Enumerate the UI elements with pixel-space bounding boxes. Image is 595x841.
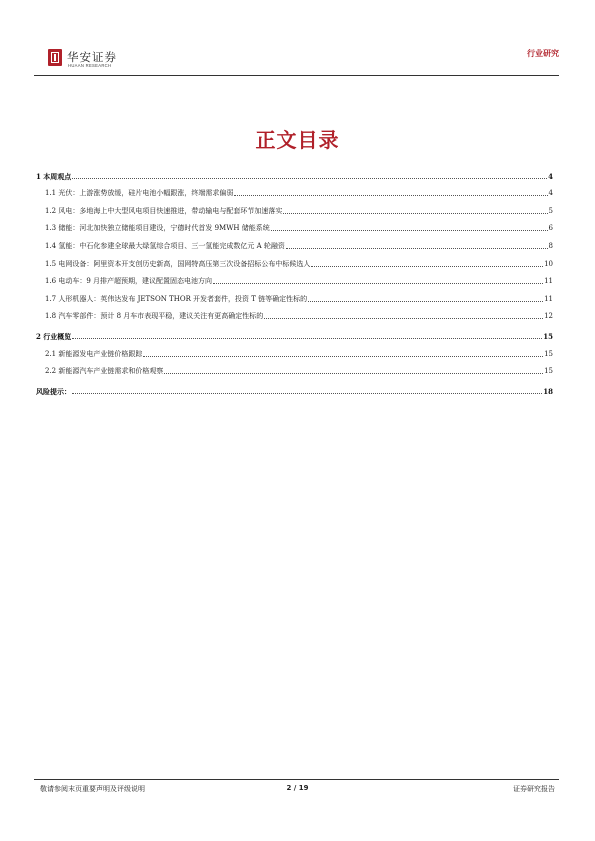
toc-page-number: 4 — [548, 189, 553, 198]
logo-chinese-name: 华安证券 — [67, 50, 117, 64]
toc-dot-leader — [308, 300, 543, 302]
logo-english-name: HUAAN RESEARCH — [68, 63, 112, 68]
header-divider — [34, 75, 559, 76]
huaan-logo-icon — [48, 49, 62, 66]
toc-page-number: 18 — [543, 386, 553, 396]
footer-divider — [34, 779, 559, 780]
toc-entry-title: 1.6 电动车：9 月排产超预期，建议配置固态电池方向 — [45, 277, 213, 286]
toc-subsection-entry[interactable] — [36, 181, 553, 199]
toc-entry-title: 1.5 电网设备：阿里资本开支创历史新高，国网特高压第三次设备招标公布中标候选人 — [45, 259, 311, 268]
page-title: 正文目录 — [255, 128, 340, 152]
page-footer — [40, 784, 555, 796]
toc-page-number: 10 — [544, 259, 553, 268]
toc-subsection-entry[interactable] — [36, 233, 553, 251]
toc-dot-leader — [283, 212, 547, 214]
toc-entry-title: 1.7 人形机器人：英伟达发布 JETSON THOR 开发者套件，投资 T 链等确定性标的 — [45, 294, 308, 303]
toc-page-number: 11 — [544, 277, 553, 286]
toc-dot-leader — [311, 265, 543, 267]
toc-entry-title: 1 本周观点 — [36, 171, 72, 181]
toc-page-number: 11 — [544, 294, 553, 303]
table-of-contents — [36, 163, 553, 396]
page-number: 2 / 19 — [286, 784, 309, 792]
toc-page-number: 6 — [548, 224, 553, 233]
toc-dot-leader — [72, 392, 542, 394]
toc-entry-title: 1.1 光伏：上游涨势放缓，硅片电池小幅跟涨，终端需求偏弱 — [45, 189, 234, 198]
toc-page-number: 8 — [548, 241, 553, 250]
toc-dot-leader — [264, 317, 543, 319]
toc-section-entry[interactable] — [36, 378, 553, 396]
toc-page-number: 5 — [548, 206, 553, 215]
toc-dot-leader — [286, 247, 548, 249]
toc-entry-title: 风险提示： — [36, 386, 71, 396]
toc-dot-leader — [72, 177, 547, 179]
toc-page-number: 15 — [544, 367, 553, 376]
toc-page-number: 12 — [544, 312, 553, 321]
report-type-label: 行业研究 — [527, 49, 559, 58]
toc-dot-leader — [72, 337, 542, 339]
toc-dot-leader — [271, 229, 548, 231]
toc-entry-title: 2.2 新能源汽车产业链需求和价格观察 — [45, 367, 164, 376]
toc-dot-leader — [164, 372, 543, 374]
toc-subsection-entry[interactable] — [36, 304, 553, 322]
toc-subsection-entry[interactable] — [36, 216, 553, 234]
toc-subsection-entry[interactable] — [36, 341, 553, 359]
footer-disclaimer: 敬请参阅末页重要声明及评级说明 — [40, 785, 145, 793]
toc-subsection-entry[interactable] — [36, 251, 553, 269]
toc-page-number: 15 — [543, 331, 553, 341]
toc-page-number: 4 — [548, 171, 553, 181]
toc-dot-leader — [143, 355, 543, 357]
toc-section-entry[interactable] — [36, 323, 553, 341]
toc-subsection-entry[interactable] — [36, 198, 553, 216]
toc-entry-title: 2 行业概览 — [36, 331, 72, 341]
toc-subsection-entry[interactable] — [36, 286, 553, 304]
toc-subsection-entry[interactable] — [36, 359, 553, 377]
toc-entry-title: 1.2 风电：多地海上中大型风电项目快速推进，带动输电与配套环节加速落实 — [45, 206, 283, 215]
toc-entry-title: 1.4 氢能：中石化参建全球最大绿氢综合项目、三一氢能完成数亿元 A 轮融资 — [45, 241, 285, 250]
page-header — [34, 42, 559, 76]
toc-subsection-entry[interactable] — [36, 269, 553, 287]
footer-report-label: 证券研究报告 — [513, 785, 555, 793]
toc-entry-title: 1.8 汽车零部件：预计 8 月车市表现平稳，建议关注有更高确定性标的 — [45, 312, 264, 321]
toc-dot-leader — [213, 282, 543, 284]
toc-dot-leader — [234, 194, 547, 196]
toc-entry-title: 2.1 新能源发电产业链价格跟踪 — [45, 349, 143, 358]
toc-section-entry[interactable] — [36, 163, 553, 181]
toc-page-number: 15 — [544, 349, 553, 358]
toc-entry-title: 1.3 储能：河北加快独立储能项目建设，宁德时代首发 9MWH 储能系统 — [45, 224, 270, 233]
